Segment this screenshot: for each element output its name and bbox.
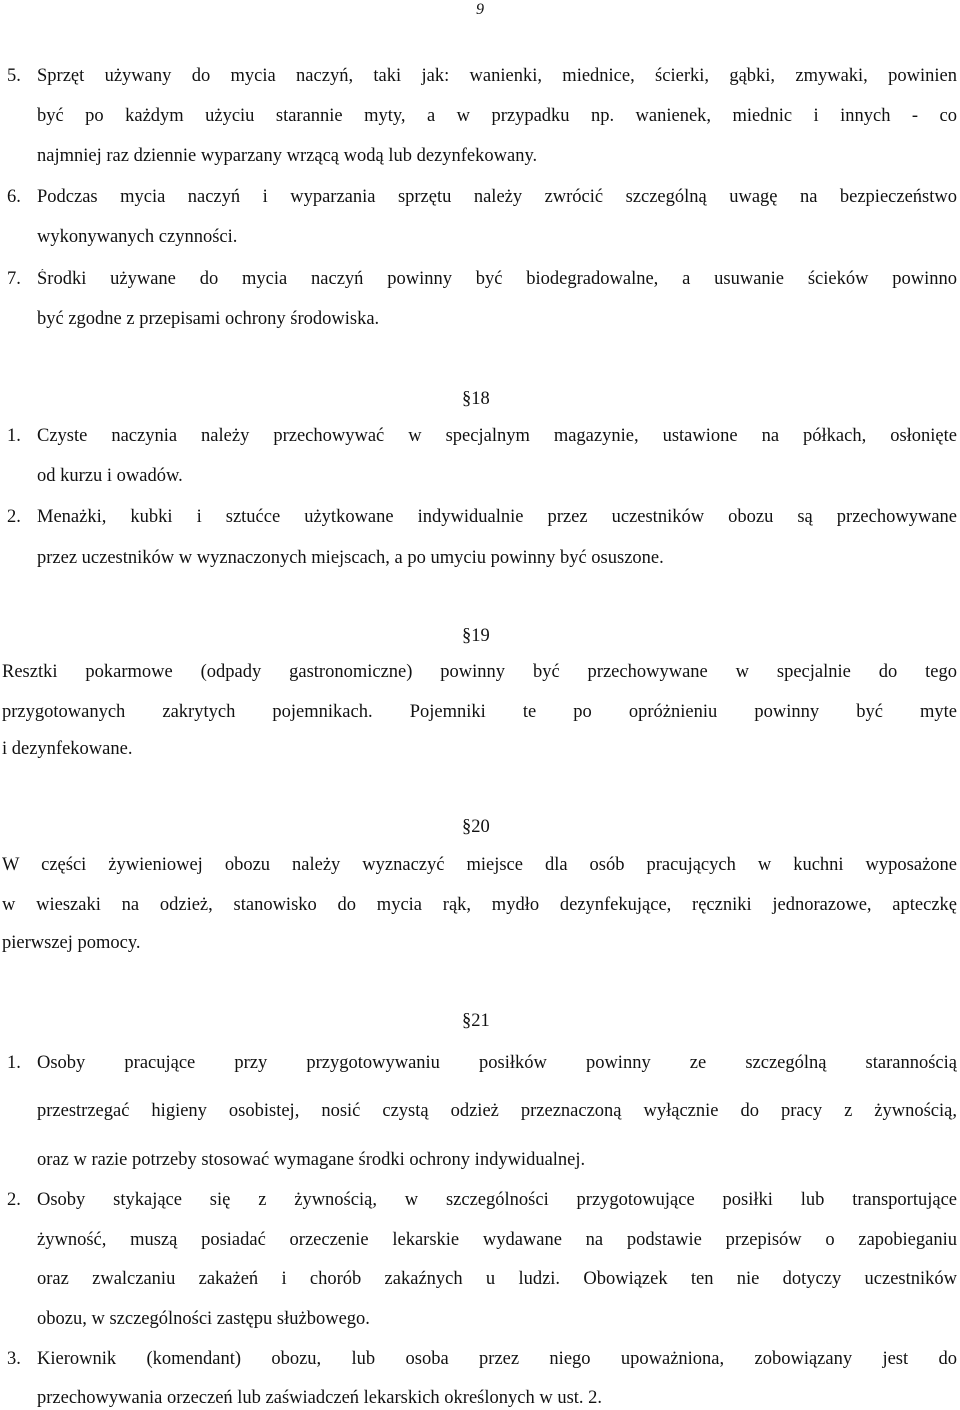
item-number: 3.	[7, 1349, 21, 1369]
text-line: najmniej raz dziennie wyparzany wrzącą wodą lub dezynfekowany.	[37, 146, 538, 166]
item-number: 7.	[7, 269, 21, 289]
text-line: W części żywieniowej obozu należy wyznaczyć miejsce dla osób pracujących w kuchni wyposażone	[2, 855, 957, 875]
section-heading-20: §20	[462, 817, 490, 837]
section-symbol: §	[462, 817, 472, 837]
text-line: być po każdym użyciu starannie myty, a w przypadku np. wanienek, miednic i innych - co	[37, 106, 957, 126]
text-line: Kierownik (komendant) obozu, lub osoba przez niego upoważniona, zobowiązany jest do	[37, 1349, 957, 1369]
text-line: Czyste naczynia należy przechowywać w specjalnym magazynie, ustawione na półkach, osłonięte	[37, 426, 957, 446]
text-line: Menażki, kubki i sztućce użytkowane indywidualnie przez uczestników obozu są przechowywane	[37, 507, 957, 527]
text-line: Sprzęt używany do mycia naczyń, taki jak: wanienki, miednice, ścierki, gąbki, zmywaki, powinien	[37, 66, 957, 86]
text-line: Osoby pracujące przy przygotowywaniu posiłków powinny ze szczególną starannością	[37, 1053, 957, 1073]
text-line: Osoby stykające się z żywnością, w szczególności przygotowujące posiłki lub transportujące	[37, 1190, 957, 1210]
item-number: 6.	[7, 187, 21, 207]
text-line: Resztki pokarmowe (odpady gastronomiczne) powinny być przechowywane w specjalnie do tego	[2, 662, 957, 682]
section-symbol: §	[462, 626, 472, 646]
item-number: 5.	[7, 66, 21, 86]
section-heading-21: §21	[462, 1011, 490, 1031]
item-number: 2.	[7, 507, 21, 527]
text-line: Środki używane do mycia naczyń powinny być biodegradowalne, a usuwanie ścieków powinno	[37, 269, 957, 289]
item-number: 2.	[7, 1190, 21, 1210]
item-number: 1.	[7, 1053, 21, 1073]
text-line: przechowywania orzeczeń lub zaświadczeń lekarskich określonych w ust. 2.	[37, 1388, 603, 1408]
text-line: pierwszej pomocy.	[2, 933, 141, 953]
text-line: przygotowanych zakrytych pojemnikach. Pojemniki te po opróżnieniu powinny być myte	[2, 702, 957, 722]
text-line: w wieszaki na odzież, stanowisko do mycia rąk, mydło dezynfekujące, ręczniki jednorazowe, apteczkę	[2, 895, 957, 915]
item-number: 1.	[7, 426, 21, 446]
section-symbol: §	[462, 389, 472, 409]
page-number: 9	[476, 1, 484, 18]
text-line: żywność, muszą posiadać orzeczenie lekarskie wydawane na podstawie przepisów o zapobieganiu	[37, 1230, 957, 1250]
text-line: przez uczestników w wyznaczonych miejscach, a po umyciu powinny być osuszone.	[37, 548, 664, 568]
text-line: oraz zwalczaniu zakażeń i chorób zakaźnych u ludzi. Obowiązek ten nie dotyczy uczestników	[37, 1269, 957, 1289]
text-line: być zgodne z przepisami ochrony środowiska.	[37, 309, 380, 329]
text-line: Podczas mycia naczyń i wyparzania sprzętu należy zwrócić szczególną uwagę na bezpieczeństwo	[37, 187, 957, 207]
text-line: od kurzu i owadów.	[37, 466, 183, 486]
section-heading-19: §19	[462, 626, 490, 646]
text-line: przestrzegać higieny osobistej, nosić czystą odzież przeznaczoną wyłącznie do pracy z żywnością,	[37, 1101, 957, 1121]
text-line: wykonywanych czynności.	[37, 227, 238, 247]
section-heading-18: §18	[462, 389, 490, 409]
text-line: oraz w razie potrzeby stosować wymagane środki ochrony indywidualnej.	[37, 1150, 586, 1170]
section-symbol: §	[462, 1011, 472, 1031]
text-line: obozu, w szczególności zastępu służbowego.	[37, 1309, 370, 1329]
text-line: i dezynfekowane.	[2, 739, 133, 759]
